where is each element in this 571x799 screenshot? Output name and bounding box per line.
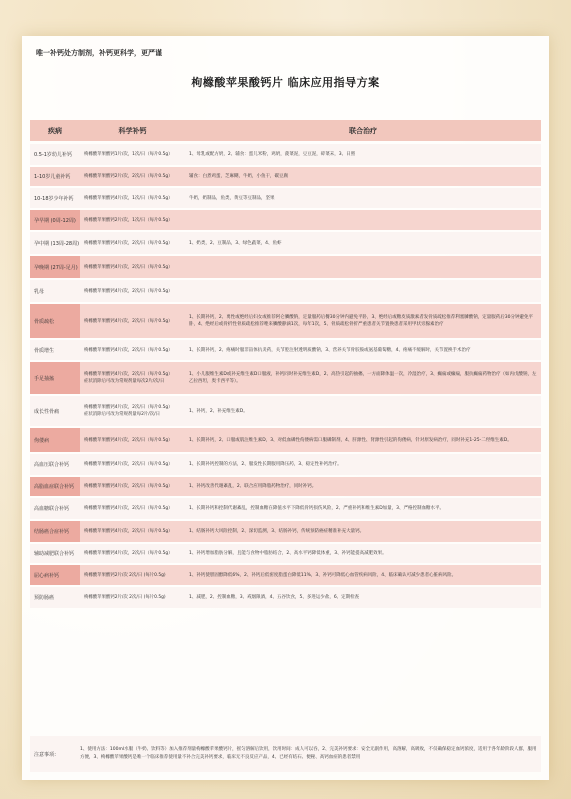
calcium-line: 枸橼酸苹果酸钙1片/次，1次/日（每片0.5g） (84, 152, 173, 157)
calcium-line: 枸橼酸苹果酸钙4片/次，2次/日（每片0.5g） (84, 372, 173, 377)
row-disease: 高血糖联合补钙 (34, 506, 70, 512)
calcium-line: 枸橼酸苹果酸钙4片/次，2次/日（每片0.5g） (84, 347, 173, 353)
row-therapy: 1、长期补钙，2、勇性或绝经后妇女或推荐阿仑膦酸钠，定量服药后餐30分钟内避免平卧，3、绝经后或糖皮质激素者发骨质疏松推荐利塞膦酸钠，定量服药后30分钟避免平卧，4、绝经后或骨折性骨质疏松推荐唑来膦酸静滴1次，每年1次，5、骨质疏松骨折严重患者关节置换患者采用甲状旁腺素治疗 (189, 315, 534, 327)
row-calcium (80, 428, 185, 452)
row-disease: 1-10岁儿童补钙 (34, 174, 71, 180)
table-row (30, 362, 541, 394)
calcium-line: 症状消除后可改为常规剂量每次2片/次/日 (84, 379, 165, 384)
table-header (30, 120, 541, 141)
row-disease: 孕晚期 (27周-足月) (30, 256, 80, 278)
row-disease: 辅助减肥联合补钙 (34, 551, 75, 557)
row-disease: 0.5-1岁幼儿补钙 (34, 152, 72, 158)
calcium-line: 枸橼酸苹果酸钙4片/次，2次/日（每片0.5g） (84, 506, 173, 511)
row-therapy: 1、母乳或配方奶，2、辅食：蛋儿米粉，鸡奶，菠菜泥，豆豆泥，碎菜末，3、日照 (189, 152, 356, 157)
row-therapy: 1、补钙，2、补充维生素D。 (189, 408, 248, 414)
calcium-line: 枸橼酸苹果酸钙2片/次，2次/日（每片0.5g） (84, 174, 173, 179)
header-therapy: 联合治疗 (349, 126, 377, 135)
row-therapy: 辅食：白煮鸡蛋，芝麻糊，牛奶，小鱼干，碳豆腐 (189, 174, 288, 179)
calcium-line: 枸橼酸苹果酸钙4片/次，2次/日（每片0.5g） (84, 405, 173, 410)
table-row (30, 477, 541, 496)
guide-sheet (22, 36, 549, 780)
table-row (30, 340, 541, 360)
row-calcium (80, 144, 185, 165)
notes-row (30, 736, 541, 772)
row-disease: 手足抽搐 (30, 362, 80, 394)
calcium-line: 枸橼酸苹果酸钙4片/次，2次/日（每片0.5g） (84, 462, 173, 467)
calcium-line: 症状消除后可改为常规剂量每2片/次/日 (84, 412, 161, 417)
row-therapy: 1、奶类，2、豆制品，3、绿色蔬菜，4、鱼虾 (189, 240, 282, 246)
row-therapy: 牛奶，奶制品，鱼类，黄豆等豆制品，坚果 (189, 195, 275, 201)
row-therapy: 1、减肥，2、控制血糖，3、戒烟限酒，4、五谷饮食，5、多进运少盐，6、定期检查 (189, 595, 360, 600)
row-calcium (80, 544, 185, 563)
row-disease: 结肠癌合症补钙 (30, 521, 80, 542)
row-disease: 孕中期 (13周-28周) (34, 240, 80, 247)
header-disease: 疾病 (48, 126, 62, 135)
table-row (30, 188, 541, 208)
table-row (30, 167, 541, 186)
row-therapy: 1、长期补钙控制的方法，2、服发性长期服用降压药，3、稳定性补钙治疗。 (189, 462, 342, 467)
notes-label: 注意事项： (34, 751, 60, 758)
table-row (30, 304, 541, 338)
calcium-line: 枸橼酸苹果酸钙4片/次，2次/日（每片0.5g） (84, 437, 173, 443)
table-row (30, 232, 541, 254)
row-disease: 屈心病补钙 (30, 565, 80, 585)
row-calcium (80, 188, 185, 208)
table-row (30, 396, 541, 426)
table-row (30, 280, 541, 302)
row-disease: 高血压联合补钙 (34, 462, 70, 468)
header-calcium: 科学补钙 (118, 126, 147, 135)
calcium-line: 枸橼酸苹果酸钙4片/次，1次/日（每片0.5g） (84, 195, 173, 201)
row-disease: 佝偻病 (30, 428, 80, 452)
table-row (30, 587, 541, 608)
row-therapy (185, 210, 541, 230)
calcium-line: 枸橼酸苹果酸钙4片/次，2次/日（每片0.5g） (84, 318, 173, 324)
row-calcium (80, 210, 185, 230)
row-disease: 骨质疏松 (30, 304, 80, 338)
calcium-line: 枸橼酸苹果酸钙4片/次，2次/日（每片0.5g） (84, 240, 173, 246)
row-calcium (80, 232, 185, 254)
row-calcium (80, 521, 185, 542)
row-calcium (80, 396, 185, 426)
calcium-line: 枸橼酸苹果酸钙4片/次，2次/日（每片0.5g） (84, 288, 173, 294)
calcium-line: 枸橼酸苹果酸钙4片/次，2次/日（每片0.5g） (84, 484, 173, 489)
row-calcium (80, 280, 185, 302)
row-disease: 预防肠癌 (34, 595, 55, 601)
row-calcium (80, 304, 185, 338)
row-calcium (80, 477, 185, 496)
table-row (30, 498, 541, 519)
row-calcium (80, 167, 185, 186)
row-therapy (185, 280, 541, 302)
row-therapy: 1、补钙改善代谢紊乱，2、联合应用降脂药物治疗，同时补钙。 (189, 484, 317, 489)
row-therapy: 1、长期补钙，2、疼痛时服非甾体抗炎药，关节腔注射透明质酸钠，3、营养关节骨胶胺或氨基葡萄糖，4、疼痛不缓解时，关节置换手术治疗 (189, 347, 471, 353)
calcium-line: 枸橼酸苹果酸钙4片/次，2次/日（每片0.5g） (84, 551, 173, 556)
slogan: 唯一补钙处方制剂，补钙更科学，更严谨 (36, 49, 162, 57)
calcium-line: 枸橼酸苹果酸钙2片/次 2次/日 (每片0.5g) (84, 595, 166, 600)
row-disease: 高脂血症联合补钙 (30, 477, 80, 496)
row-disease: 骨质增生 (34, 347, 55, 354)
table-row (30, 521, 541, 542)
row-disease: 孕早期 (0周-12周) (30, 210, 80, 230)
calcium-line: 枸橼酸苹果酸钙2片/次 2次/日 (每片0.5g) (84, 572, 166, 578)
table-row (30, 454, 541, 475)
calcium-line: 枸橼酸苹果酸钙2片/次，1次/日（每片0.5g） (84, 217, 173, 223)
table-row (30, 256, 541, 278)
row-calcium (80, 362, 185, 394)
calcium-line: 枸橼酸苹果酸钙4片/次，2次/日（每片0.5g） (84, 529, 173, 534)
page-title: 枸橼酸苹果酸钙片 临床应用指导方案 (191, 76, 380, 89)
row-therapy (185, 256, 541, 278)
row-disease: 乳母 (34, 288, 45, 295)
calcium-line: 枸橼酸苹果酸钙4片/次，2次/日（每片0.5g） (84, 264, 173, 270)
table-row (30, 144, 541, 165)
row-calcium (80, 340, 185, 360)
row-calcium (80, 454, 185, 475)
row-therapy: 1、长期补钙，2、口服或肌注维生素D，3、对低血磷性佝偻病需口服磷制剂，4、肝源性、肾源性引起的佝偻病，针对原发病治疗，同时补充1-25-二羟维生素D。 (189, 437, 512, 443)
notes-text: 1、使用方法：100ml水服（牛奶、饮料等）加入推荐剂量枸橼酸苹果酸钙片，摇匀溶解后饮用，饮用时间：成人可以吞，2、完美补钙要求：安全无副作用，高溶解，高吸收，不仅确保稳定血钙浓度，适用于各年龄阶段人群，服用方便，3、枸橼酸苹果酸钙是唯一个临床推荐使用量不补合完美补钙要求，临床无不良反应产品，4、已经有结石、便秘、高钙血症的患者禁用 (80, 747, 537, 760)
table-row (30, 565, 541, 585)
row-therapy: 1、补钙增加脂肪分解，且能与食物中脂肪结合，2、高水平钙降低体重，3、补钙能提高减肥效果。 (189, 551, 387, 556)
table-row (30, 210, 541, 230)
row-calcium (80, 256, 185, 278)
row-disease: 成长性骨痛 (34, 408, 60, 415)
row-therapy: 1、补钙使胆固醇降低6%，2、补钙后低密度脂蛋白降低11%，3、补钙可降低心血管疾病风险，4、临床确认可减少患者心脏病风险。 (189, 572, 457, 578)
row-therapy: 1、小儿服维生素D或补充维生素D口服液，补钙同时补充维生素D，2、高热引起的抽搐，一方面降体温一次，冷湿治疗，3、癫痫或癫痫，服抗癫痫药物治疗（如丙戊酸钠，左乙拉西坦，奥卡西平等）。 (189, 372, 537, 384)
row-calcium (80, 587, 185, 608)
row-therapy: 1、结肠补钙大风险控制，2、深切监测，3、结肠补钙，传统预防癌症精准补充大量钙。 (189, 529, 365, 534)
table-row (30, 544, 541, 563)
row-calcium (80, 565, 185, 585)
row-disease: 10-18岁少年补钙 (34, 195, 74, 202)
row-therapy: 1、长期补钙和控制代谢紊乱，控制血糖在降值水平下降低骨钙损伤风险，2、严重补钙和维生素D加量，3、严格控制血糖水平。 (189, 506, 445, 511)
table-body (30, 144, 541, 610)
table-row (30, 428, 541, 452)
row-calcium (80, 498, 185, 519)
